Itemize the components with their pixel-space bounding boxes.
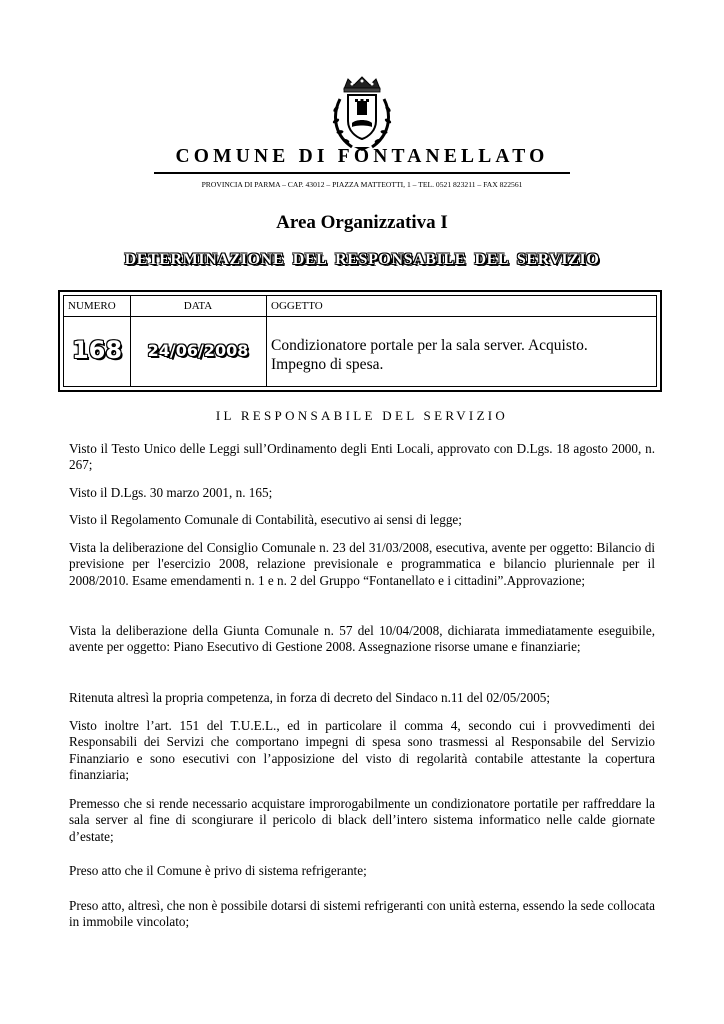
determination-subject: Condizionatore portale per la sala server. Acquisto. Impegno di spesa. bbox=[271, 337, 588, 373]
responsible-title: IL RESPONSABILE DEL SERVIZIO bbox=[215, 408, 509, 423]
paragraph: Preso atto, altresì, che non è possibile dotarsi di sistemi refrigeranti con unità esterna, essendo la sede collocata in immobile vincolato; bbox=[69, 898, 655, 930]
municipality-name: COMUNE DI FONTANELLATO bbox=[175, 146, 549, 167]
paragraph: Vista la deliberazione del Consiglio Comunale n. 23 del 31/03/2008, esecutiva, avente per oggetto: Bilancio di previsione per l'esercizio 2008, relazione previsionale e programmatica e bilancio pluriennale per il 2008/2010. Esame emendamenti n. 1 e n. 2 del Gruppo “Fontanellato e i cittadini”.Approvazione; bbox=[69, 540, 655, 588]
date-header: DATA bbox=[183, 300, 213, 312]
determination-table bbox=[58, 290, 662, 392]
paragraph: Vista la deliberazione della Giunta Comunale n. 57 del 10/04/2008, dichiarata immediatamente eseguibile, avente per oggetto: Piano Esecutivo di Gestione 2008. Assegnazione risorse umane e finanziarie; bbox=[69, 623, 655, 655]
paragraph: Premesso che si rende necessario acquistare improrogabilmente un condizionatore portatile per raffreddare la sala server al fine di scongiurare il pericolo di black dell’intero sistema informatico nelle calde giornate d’estate; bbox=[69, 796, 655, 844]
area-title: Area Organizzativa I bbox=[276, 212, 448, 233]
determination-date: 24/06/2008 bbox=[147, 341, 249, 360]
column-divider bbox=[266, 296, 267, 386]
paragraph: Preso atto che il Comune è privo di sistema refrigerante; bbox=[69, 863, 367, 878]
number-header: NUMERO bbox=[68, 300, 116, 312]
paragraph: Visto il Testo Unico delle Leggi sull’Ordinamento degli Enti Locali, approvato con D.Lgs. 18 agosto 2000, n. 267; bbox=[69, 441, 655, 473]
determination-table-inner bbox=[63, 295, 657, 387]
paragraph: Visto il D.Lgs. 30 marzo 2001, n. 165; bbox=[69, 485, 273, 500]
paragraph: Visto il Regolamento Comunale di Contabilità, esecutivo ai sensi di legge; bbox=[69, 512, 462, 527]
paragraph: Visto inoltre l’art. 151 del T.U.E.L., ed in particolare il comma 4, secondo cui i provvedimenti dei Responsabili dei Servizi che comportano impegni di spesa sono trasmessi al Responsabile del Servizio Finanziario e sono esecutivi con l’apposizione del visto di regolarità contabile attestante la copertura finanziaria; bbox=[69, 718, 655, 783]
municipality-address: PROVINCIA DI PARMA – CAP. 43012 – PIAZZA MATTEOTTI, 1 – TEL. 0521 823211 – FAX 822561 bbox=[201, 180, 523, 189]
header-divider bbox=[154, 172, 570, 174]
paragraph: Ritenuta altresì la propria competenza, in forza di decreto del Sindaco n.11 del 02/05/2005; bbox=[69, 690, 551, 705]
municipal-crest-icon bbox=[330, 75, 394, 153]
document-title: DETERMINAZIONE DEL RESPONSABILE DEL SERVIZIO bbox=[124, 251, 600, 268]
determination-number: 168 bbox=[71, 336, 123, 364]
header-row-divider bbox=[64, 316, 656, 317]
subject-header: OGGETTO bbox=[271, 300, 323, 312]
